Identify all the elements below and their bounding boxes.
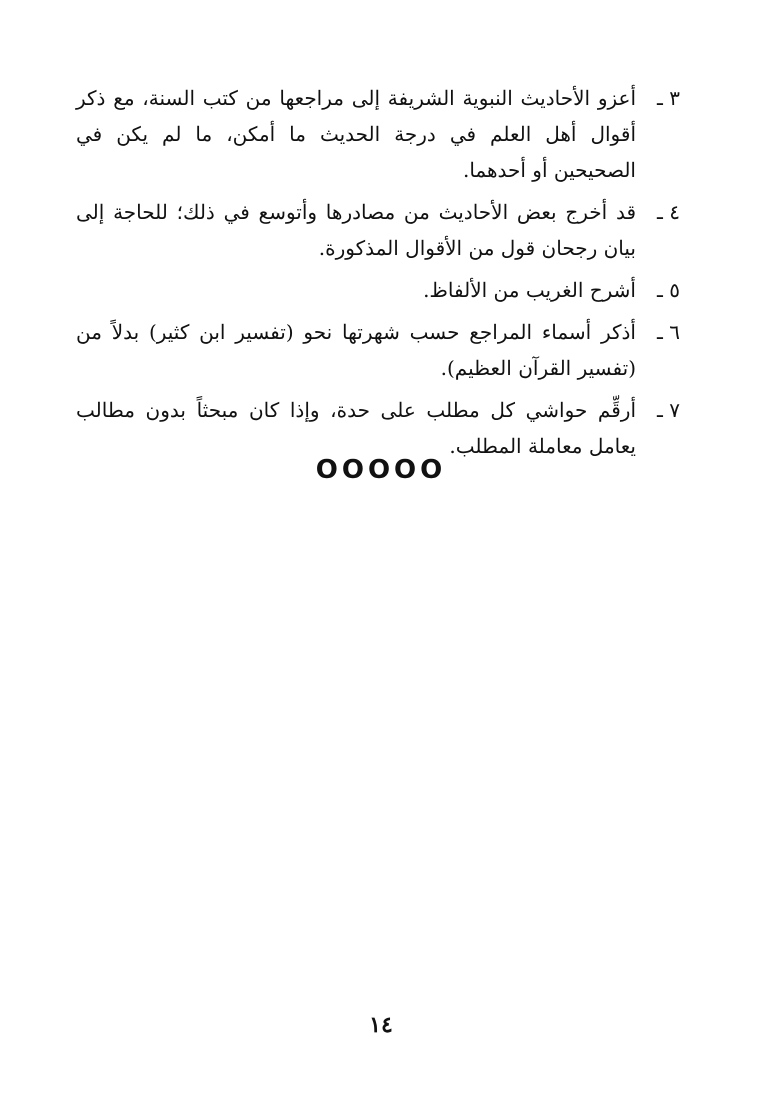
section-separator: OOOOO xyxy=(315,455,447,485)
item-text: أشرح الغريب من الألفاظ. xyxy=(423,278,636,302)
item-number: ٦ xyxy=(669,320,680,344)
page-number: ١٤ xyxy=(369,1012,393,1038)
item-marker xyxy=(636,314,680,350)
item-text: أعزو الأحاديث النبوية الشريفة إلى مراجعها من كتب السنة، مع ذكر أقوال أهل العلم في درجة الحديث ما أمكن، ما لم يكن في الصحيحين أو أحدهما. xyxy=(76,86,636,182)
item-marker xyxy=(636,392,680,428)
list-item xyxy=(76,272,680,308)
methodology-list xyxy=(76,80,680,470)
item-marker xyxy=(636,80,680,116)
list-item xyxy=(76,314,680,386)
item-marker xyxy=(636,194,680,230)
item-text: أذكر أسماء المراجع حسب شهرتها نحو (تفسير ابن كثير) بدلاً من (تفسير القرآن العظيم). xyxy=(76,320,636,380)
item-text: قد أخرج بعض الأحاديث من مصادرها وأتوسع في ذلك؛ للحاجة إلى بيان رجحان قول من الأقوال المذكورة. xyxy=(76,200,636,260)
item-dash: ـ xyxy=(657,320,663,344)
item-dash: ـ xyxy=(657,398,663,422)
list-item xyxy=(76,80,680,188)
item-dash: ـ xyxy=(657,86,663,110)
item-marker xyxy=(636,272,680,308)
list-item xyxy=(76,194,680,266)
item-text: أرقِّم حواشي كل مطلب على حدة، وإذا كان مبحثاً بدون مطالب يعامل معاملة المطلب. xyxy=(76,398,636,458)
list-item xyxy=(76,392,680,464)
item-dash: ـ xyxy=(657,200,663,224)
item-number: ٤ xyxy=(669,200,680,224)
item-number: ٣ xyxy=(669,86,680,110)
item-dash: ـ xyxy=(657,278,663,302)
item-number: ٧ xyxy=(669,398,680,422)
item-number: ٥ xyxy=(669,278,680,302)
